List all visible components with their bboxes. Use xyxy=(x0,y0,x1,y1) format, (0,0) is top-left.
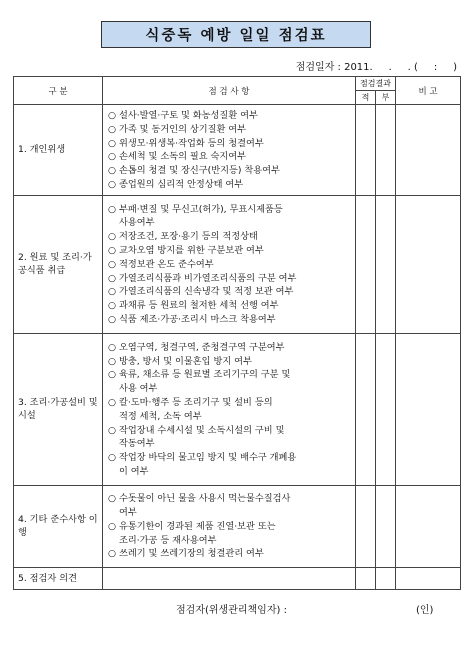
check-item xyxy=(108,492,353,520)
document-title: 식중독 예방 일일 점검표 xyxy=(145,28,327,44)
check-item xyxy=(108,451,353,479)
seal-mark: (인) xyxy=(416,605,434,616)
check-item xyxy=(108,164,353,178)
title-box xyxy=(101,21,371,48)
section-items xyxy=(103,333,356,485)
check-item-text: 수돗물이 아닌 물을 사용시 먹는물수질검사 여부 xyxy=(119,493,291,519)
circle-bullet-icon: ○ xyxy=(108,341,117,353)
circle-bullet-icon: ○ xyxy=(108,452,117,464)
check-item-text: 설사·발열·구토 및 화농성질환 여부 xyxy=(119,110,258,121)
check-item-text: 위생모·위생복·작업화 등의 청결여부 xyxy=(119,137,264,149)
check-item-text: 가열조리식품과 비가열조리식품의 구분 여부 xyxy=(119,272,297,284)
circle-bullet-icon: ○ xyxy=(108,258,117,270)
check-item xyxy=(108,150,353,164)
circle-bullet-icon: ○ xyxy=(108,123,117,135)
section-items xyxy=(103,105,356,196)
circle-bullet-icon: ○ xyxy=(108,231,117,243)
result-ng-cell[interactable] xyxy=(376,333,396,485)
header-result-ok: 적 xyxy=(356,91,376,105)
check-item-text: 작업장내 수세시설 및 소독시설의 구비 및 작동여부 xyxy=(119,424,285,450)
circle-bullet-icon: ○ xyxy=(108,300,117,312)
check-item xyxy=(108,203,353,231)
result-ng-cell[interactable] xyxy=(376,567,396,589)
circle-bullet-icon: ○ xyxy=(108,178,117,190)
check-item-text: 종업원의 심리적 안정상태 여부 xyxy=(119,178,244,190)
inspector-signature-label: 점검자(위생관리책임자) : xyxy=(176,605,287,616)
check-item-text: 교차오염 방지를 위한 구분보관 여부 xyxy=(119,245,264,257)
section-items xyxy=(103,195,356,333)
section-row xyxy=(14,195,461,333)
checklist-table xyxy=(13,76,461,590)
circle-bullet-icon: ○ xyxy=(108,314,117,326)
check-item xyxy=(108,123,353,137)
circle-bullet-icon: ○ xyxy=(108,165,117,177)
section-label: 5. 점검자 의견 xyxy=(14,567,103,589)
result-ng-cell[interactable] xyxy=(376,195,396,333)
circle-bullet-icon: ○ xyxy=(108,493,117,505)
check-item xyxy=(108,520,353,548)
check-item xyxy=(108,313,353,327)
check-item-text: 식품 제조·가공·조리시 마스크 착용여부 xyxy=(119,314,276,326)
result-ok-cell[interactable] xyxy=(356,333,376,485)
check-item-text: 방충, 방서 및 이물혼입 방지 여부 xyxy=(119,355,252,367)
section-label: 2. 원료 및 조리·가공식품 취급 xyxy=(14,195,103,333)
check-item-text: 유통기한이 경과된 제품 진열·보관 또는 조리·가공 등 재사용여부 xyxy=(119,520,276,546)
check-item xyxy=(108,178,353,192)
check-item xyxy=(108,396,353,424)
circle-bullet-icon: ○ xyxy=(108,396,117,408)
check-item-text: 가열조리식품의 신속냉각 및 적정 보관 여부 xyxy=(119,286,294,298)
result-ok-cell[interactable] xyxy=(356,485,376,567)
section-items xyxy=(103,485,356,567)
check-item xyxy=(108,272,353,286)
check-item xyxy=(108,285,353,299)
remarks-cell[interactable] xyxy=(396,195,461,333)
section-row xyxy=(14,485,461,567)
remarks-cell[interactable] xyxy=(396,333,461,485)
circle-bullet-icon: ○ xyxy=(108,520,117,532)
header-items: 점 검 사 항 xyxy=(103,77,356,105)
check-item xyxy=(108,137,353,151)
result-ng-cell[interactable] xyxy=(376,485,396,567)
header-remarks: 비 고 xyxy=(396,77,461,105)
check-item-text: 과채류 등 원료의 철저한 세척 선행 여부 xyxy=(119,300,279,312)
check-item xyxy=(108,424,353,452)
section-label: 4. 기타 준수사항 이행 xyxy=(14,485,103,567)
circle-bullet-icon: ○ xyxy=(108,245,117,257)
check-item xyxy=(108,368,353,396)
check-item xyxy=(108,244,353,258)
remarks-cell[interactable] xyxy=(396,105,461,196)
section-label: 1. 개인위생 xyxy=(14,105,103,196)
check-item xyxy=(108,341,353,355)
circle-bullet-icon: ○ xyxy=(108,355,117,367)
header-row xyxy=(14,77,461,91)
circle-bullet-icon: ○ xyxy=(108,286,117,298)
check-item-text: 오염구역, 청결구역, 준청결구역 구분여부 xyxy=(119,341,285,353)
check-item-text: 적정보관 온도 준수여부 xyxy=(119,258,214,270)
circle-bullet-icon: ○ xyxy=(108,203,117,215)
section-row xyxy=(14,333,461,485)
check-item-text: 저장조건, 포장·용기 등의 적정상태 xyxy=(119,231,258,243)
check-item-text: 작업장 바닥의 물고임 방지 및 배수구 개폐용 이 여부 xyxy=(119,452,297,477)
section-items xyxy=(103,567,356,589)
check-item xyxy=(108,355,353,369)
check-item-text: 가족 및 동거인의 상기질환 여부 xyxy=(119,123,247,135)
circle-bullet-icon: ○ xyxy=(108,272,117,284)
result-ng-cell[interactable] xyxy=(376,105,396,196)
inspection-date: 점검일자 : 2011. . . ( : ) xyxy=(295,62,457,73)
section-row xyxy=(14,567,461,589)
check-item-text: 손톱의 청결 및 장신구(반지등) 착용여부 xyxy=(119,165,280,177)
check-item xyxy=(108,258,353,272)
header-category: 구 분 xyxy=(14,77,103,105)
remarks-cell[interactable] xyxy=(396,485,461,567)
check-item xyxy=(108,547,353,561)
check-item xyxy=(108,109,353,123)
circle-bullet-icon: ○ xyxy=(108,137,117,149)
circle-bullet-icon: ○ xyxy=(108,548,117,560)
check-item-text: 육류, 채소류 등 원료별 조리기구의 구분 및 사용 여부 xyxy=(119,369,291,395)
result-ok-cell[interactable] xyxy=(356,195,376,333)
check-item xyxy=(108,299,353,313)
check-item-text: 손세척 및 소독의 필요 숙지여부 xyxy=(119,151,247,163)
circle-bullet-icon: ○ xyxy=(108,110,117,121)
section-label: 3. 조리·가공설비 및 시설 xyxy=(14,333,103,485)
remarks-cell[interactable] xyxy=(396,567,461,589)
section-row xyxy=(14,105,461,196)
circle-bullet-icon: ○ xyxy=(108,369,117,381)
result-ok-cell[interactable] xyxy=(356,105,376,196)
check-item xyxy=(108,230,353,244)
check-item-text: 부패·변질 및 무신고(허가), 무표시제품등 사용여부 xyxy=(119,203,283,229)
header-result-ng: 부 xyxy=(376,91,396,105)
check-item-text: 칼·도마·행주 등 조리기구 및 설비 등의 적정 세척, 소독 여부 xyxy=(119,396,273,422)
circle-bullet-icon: ○ xyxy=(108,151,117,163)
circle-bullet-icon: ○ xyxy=(108,424,117,436)
check-item-text: 쓰레기 및 쓰레기장의 청결관리 여부 xyxy=(119,548,264,560)
header-result: 점검결과 xyxy=(356,77,396,91)
result-ok-cell[interactable] xyxy=(356,567,376,589)
